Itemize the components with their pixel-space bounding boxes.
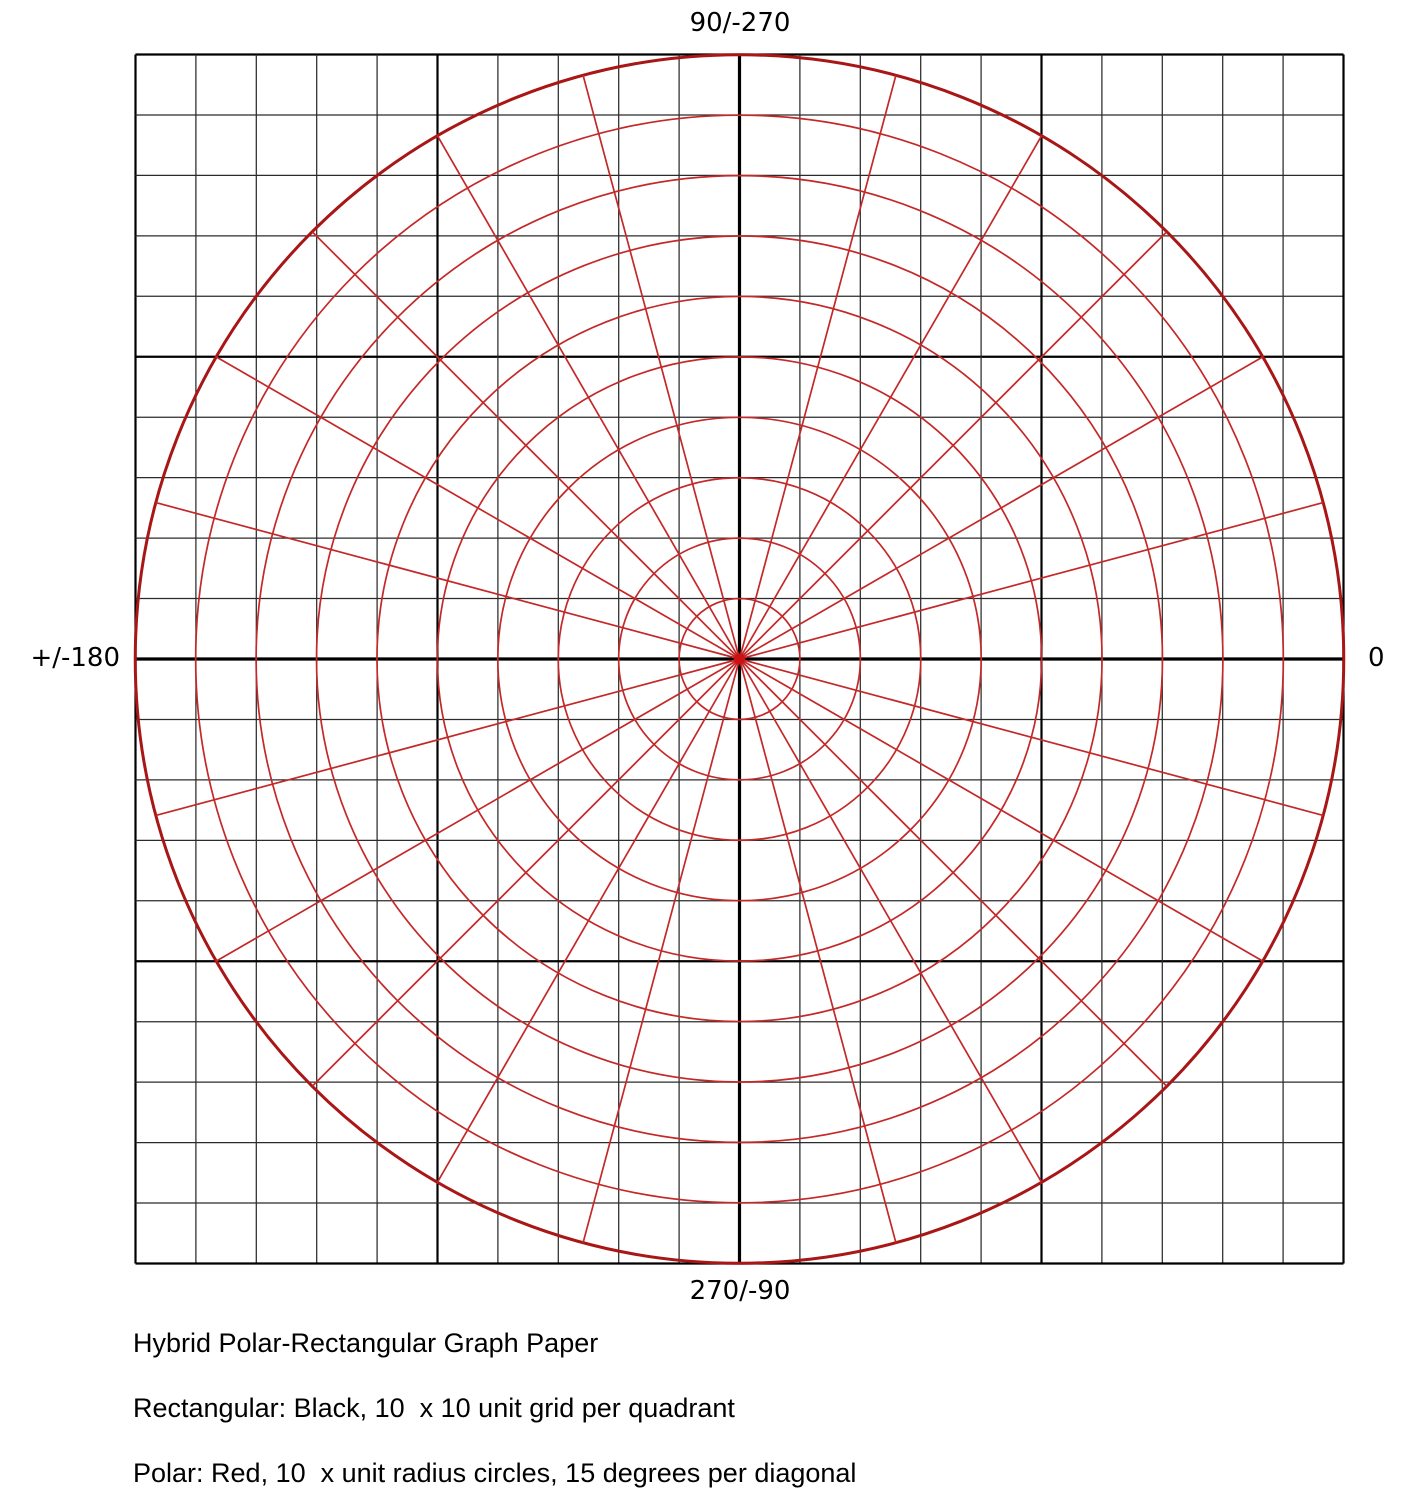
axis-label-left: +/-180: [30, 643, 120, 673]
axis-label-right: 0: [1368, 643, 1385, 673]
axis-label-top: 90/-270: [689, 8, 791, 38]
caption-polar: Polar: Red, 10 x unit radius circles, 15 degrees per diagonal: [133, 1458, 857, 1488]
figure-title: Hybrid Polar-Rectangular Graph Paper: [133, 1328, 599, 1358]
axis-label-bottom: 270/-90: [689, 1276, 791, 1306]
caption-rectangular: Rectangular: Black, 10 x 10 unit grid per quadrant: [133, 1393, 735, 1423]
